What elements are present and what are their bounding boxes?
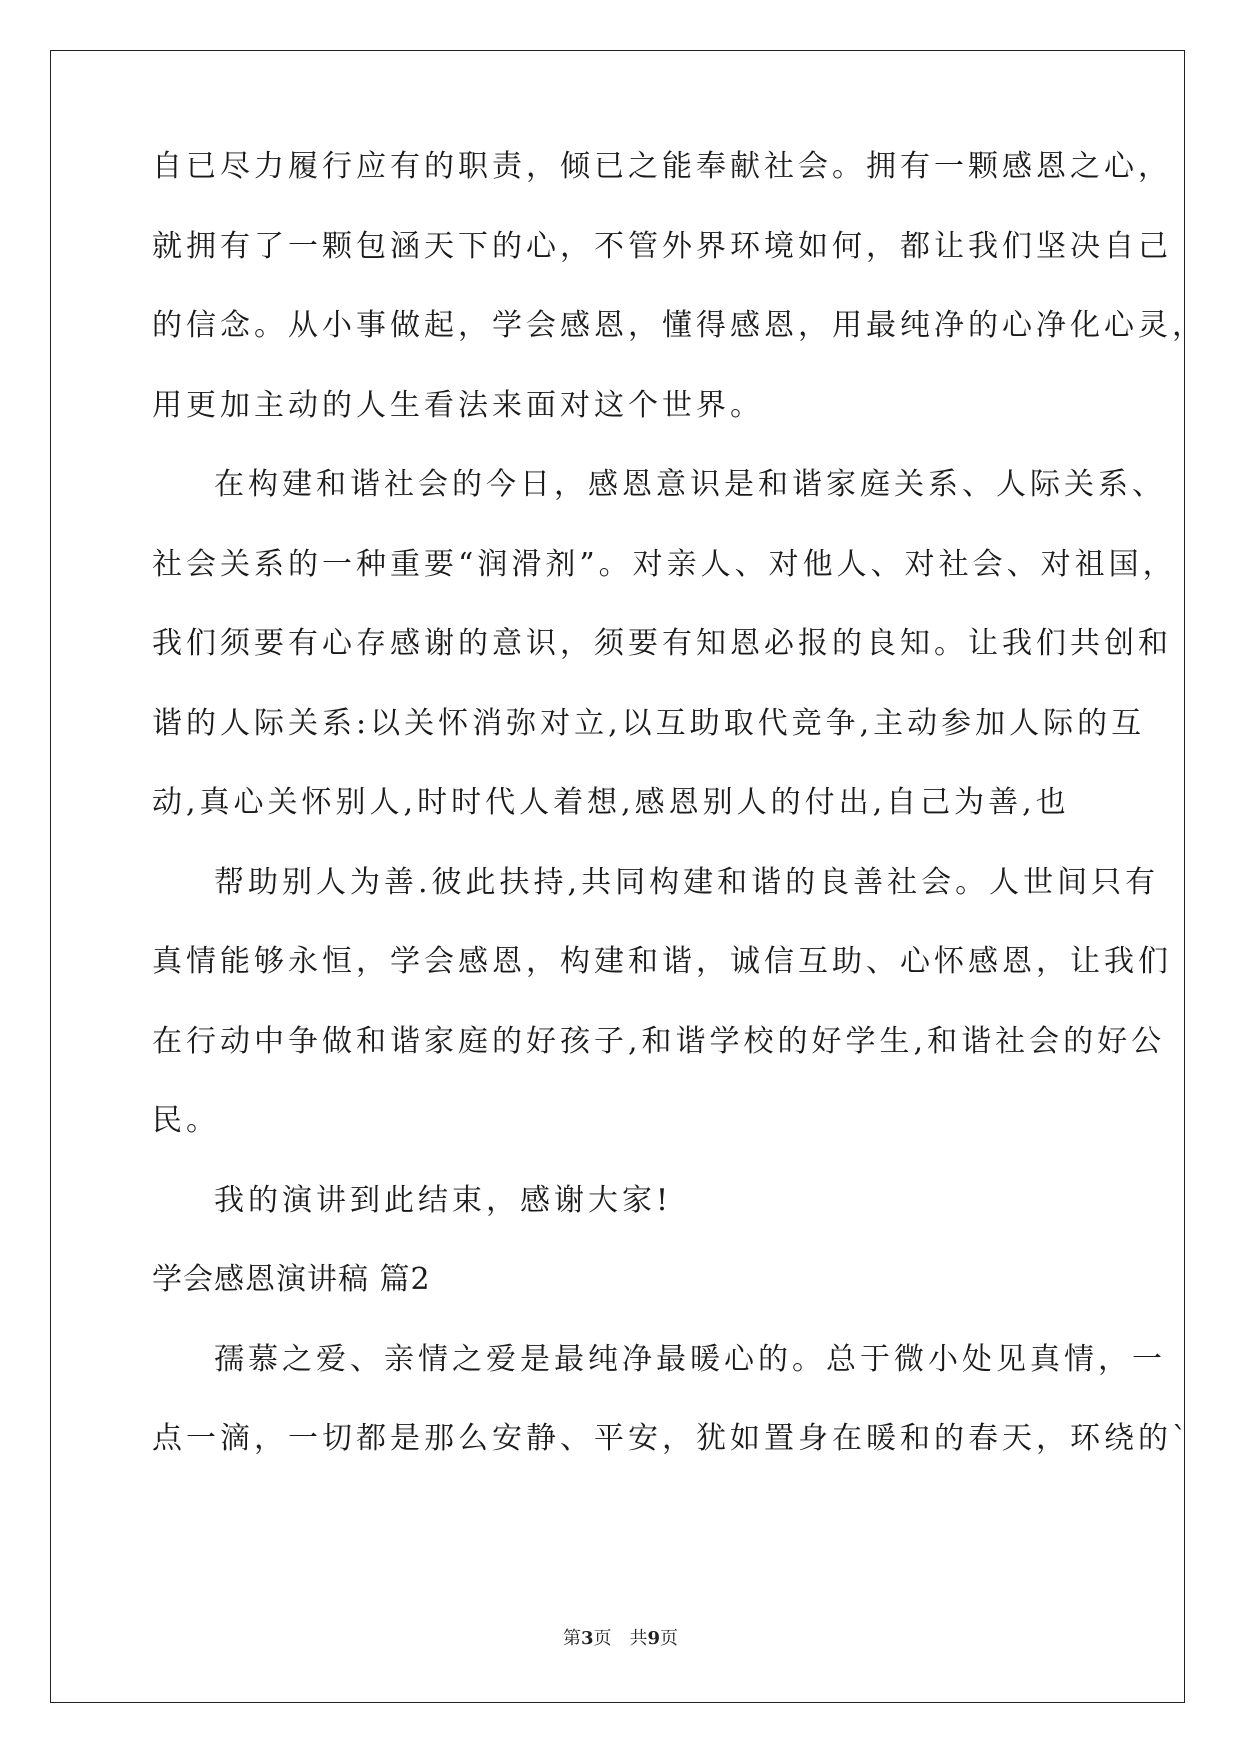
text-line: 就拥有了一颗包涵天下的心，不管外界环境如何，都让我们坚决自己 xyxy=(152,229,1172,264)
paragraph-start-line: 孺慕之爱、亲情之爱是最纯净最暖心的。总于微小处见真情，一 xyxy=(214,1342,1166,1377)
paragraph-start-line: 帮助别人为善.彼此扶持,共同构建和谐的良善社会。人世间只有 xyxy=(214,865,1160,900)
section-heading: 学会感恩演讲稿 篇2 xyxy=(152,1262,431,1297)
text-line: 用更加主动的人生看法来面对这个世界。 xyxy=(152,388,764,423)
footer-suffix: 页 xyxy=(660,1628,679,1649)
closing-line: 我的演讲到此结束，感谢大家! xyxy=(214,1183,673,1218)
footer-prefix: 第 xyxy=(562,1628,581,1649)
text-line: 自已尽力履行应有的职责，倾已之能奉献社会。拥有一颗感恩之心， xyxy=(152,149,1172,184)
text-line: 社会关系的一种重要“润滑剂”。对亲人、对他人、对社会、对祖国， xyxy=(152,547,1177,582)
text-line: 的信念。从小事做起，学会感恩，懂得感恩，用最纯净的心净化心灵， xyxy=(152,308,1206,343)
text-line: 点一滴，一切都是那么安静、平安，犹如置身在暖和的春天，环绕的` xyxy=(152,1421,1191,1456)
text-line: 动,真心关怀别人,时时代人着想,感恩别人的付出,自己为善,也 xyxy=(152,785,1070,820)
text-line: 在行动中争做和谐家庭的好孩子,和谐学校的好学生,和谐社会的好公 xyxy=(152,1024,1166,1059)
current-page-number: 3 xyxy=(580,1628,594,1649)
text-line: 我们须要有心存感谢的意识，须要有知恩必报的良知。让我们共创和 xyxy=(152,626,1172,661)
footer-middle: 页 共 xyxy=(593,1628,648,1649)
text-line: 真情能够永恒，学会感恩，构建和谐，诚信互助、心怀感恩，让我们 xyxy=(152,944,1172,979)
page-footer xyxy=(0,1627,1241,1651)
text-line: 谐的人际关系:以关怀消弥对立,以互助取代竞争,主动参加人际的互 xyxy=(152,706,1146,741)
text-line: 民。 xyxy=(152,1103,220,1138)
total-pages-number: 9 xyxy=(647,1628,661,1649)
paragraph-start-line: 在构建和谐社会的今日，感恩意识是和谐家庭关系、人际关系、 xyxy=(214,467,1166,502)
